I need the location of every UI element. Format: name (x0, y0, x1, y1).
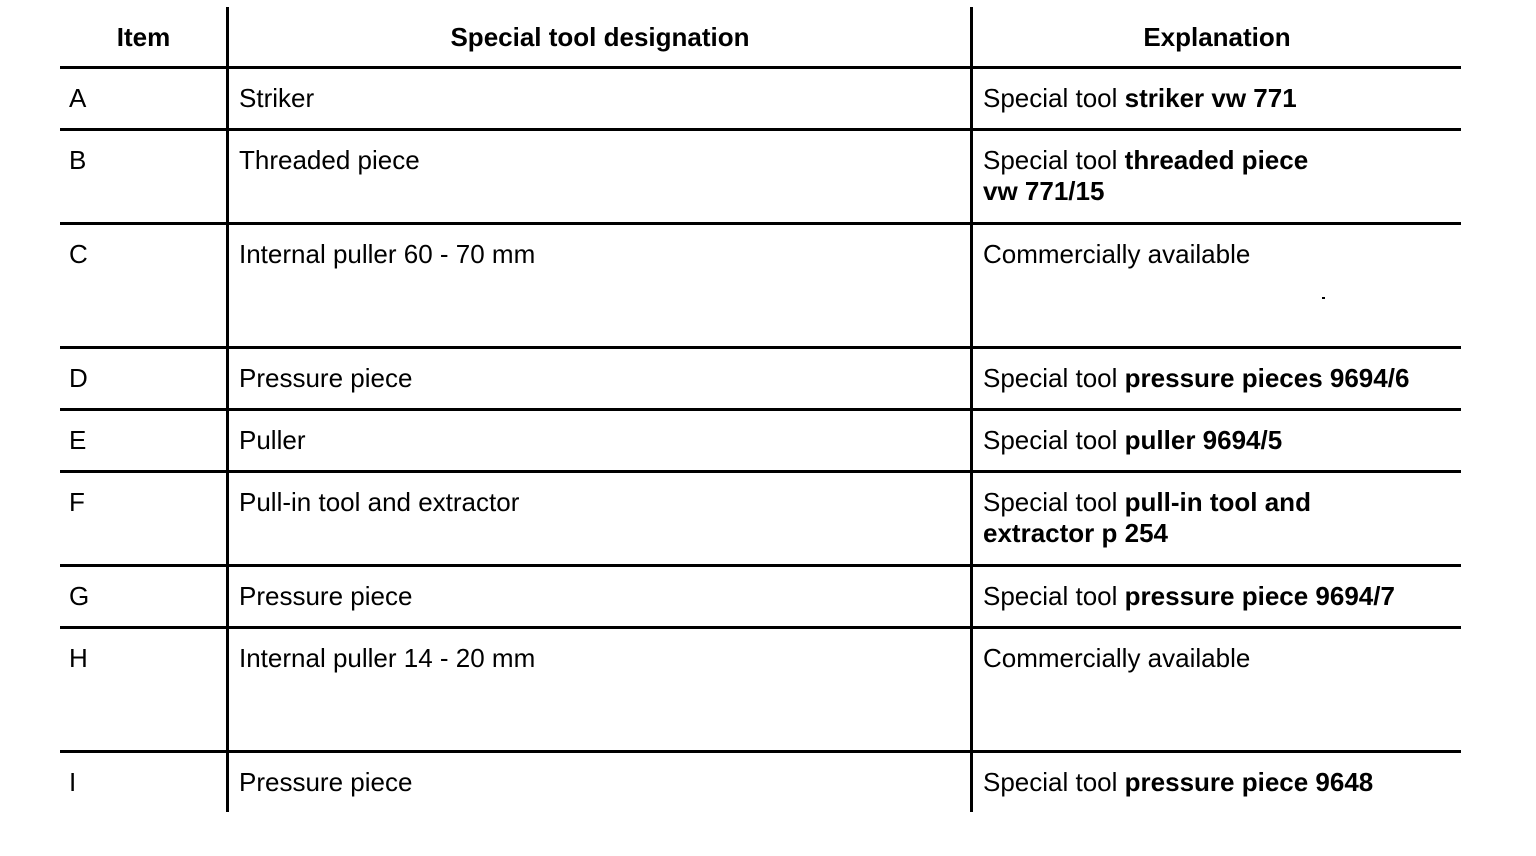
header-explanation: Explanation (1143, 22, 1291, 52)
header-designation: Special tool designation (450, 22, 750, 52)
table-row (60, 349, 1461, 408)
scan-speck (1322, 297, 1325, 299)
cell-designation: Puller (239, 425, 306, 455)
table-row (60, 473, 1461, 564)
cell-item: G (69, 581, 90, 611)
cell-item: F (69, 487, 85, 517)
tool-number: striker vw 771 (1124, 83, 1297, 113)
table-row (60, 131, 1461, 222)
cell-designation: Internal puller 14 - 20 mm (239, 643, 536, 673)
explanation-text: Special tool (983, 363, 1125, 393)
cell-designation: Internal puller 60 - 70 mm (239, 239, 536, 269)
table-header (60, 7, 1461, 68)
cell-designation: Pull-in tool and extractor (239, 487, 520, 517)
cell-designation: Pressure piece (239, 363, 413, 393)
cell-item: A (69, 83, 87, 113)
cell-explanation (983, 753, 1453, 798)
tool-number: pressure piece 9648 (1124, 767, 1374, 797)
cell-explanation (983, 629, 1453, 674)
table-row (60, 753, 1461, 812)
cell-explanation (983, 225, 1453, 270)
cell-item: I (69, 767, 77, 797)
tool-number: pressure pieces 9694/6 (1124, 363, 1410, 393)
tool-number: pressure piece 9694/7 (1124, 581, 1395, 611)
cell-explanation (983, 131, 1343, 207)
cell-item: B (69, 145, 87, 175)
table-row (60, 411, 1461, 470)
cell-explanation (983, 349, 1453, 394)
cell-item: C (69, 239, 88, 269)
cell-designation: Threaded piece (239, 145, 420, 175)
cell-item: D (69, 363, 88, 393)
table-row (60, 69, 1461, 128)
explanation-text: Special tool (983, 83, 1125, 113)
explanation-text: Special tool (983, 487, 1125, 517)
explanation-text: Commercially available (983, 643, 1251, 673)
table-row (60, 629, 1461, 750)
table-row (60, 225, 1461, 346)
explanation-text: Special tool (983, 767, 1125, 797)
cell-designation: Pressure piece (239, 767, 413, 797)
cell-designation: Striker (239, 83, 315, 113)
tool-number: pull-in tool and extractor p 254 (983, 487, 1311, 548)
cell-item: H (69, 643, 88, 673)
explanation-text: Commercially available (983, 239, 1251, 269)
explanation-text: Special tool (983, 425, 1125, 455)
cell-explanation (983, 473, 1353, 549)
explanation-text: Special tool (983, 581, 1125, 611)
cell-item: E (69, 425, 87, 455)
cell-explanation (983, 567, 1453, 612)
table-row (60, 567, 1461, 626)
cell-designation: Pressure piece (239, 581, 413, 611)
explanation-text: Special tool (983, 145, 1125, 175)
cell-explanation (983, 69, 1453, 114)
tool-number: puller 9694/5 (1124, 425, 1283, 455)
cell-explanation (983, 411, 1453, 456)
header-item: Item (116, 22, 171, 52)
tool-number: threaded piece vw 771/15 (983, 145, 1309, 206)
